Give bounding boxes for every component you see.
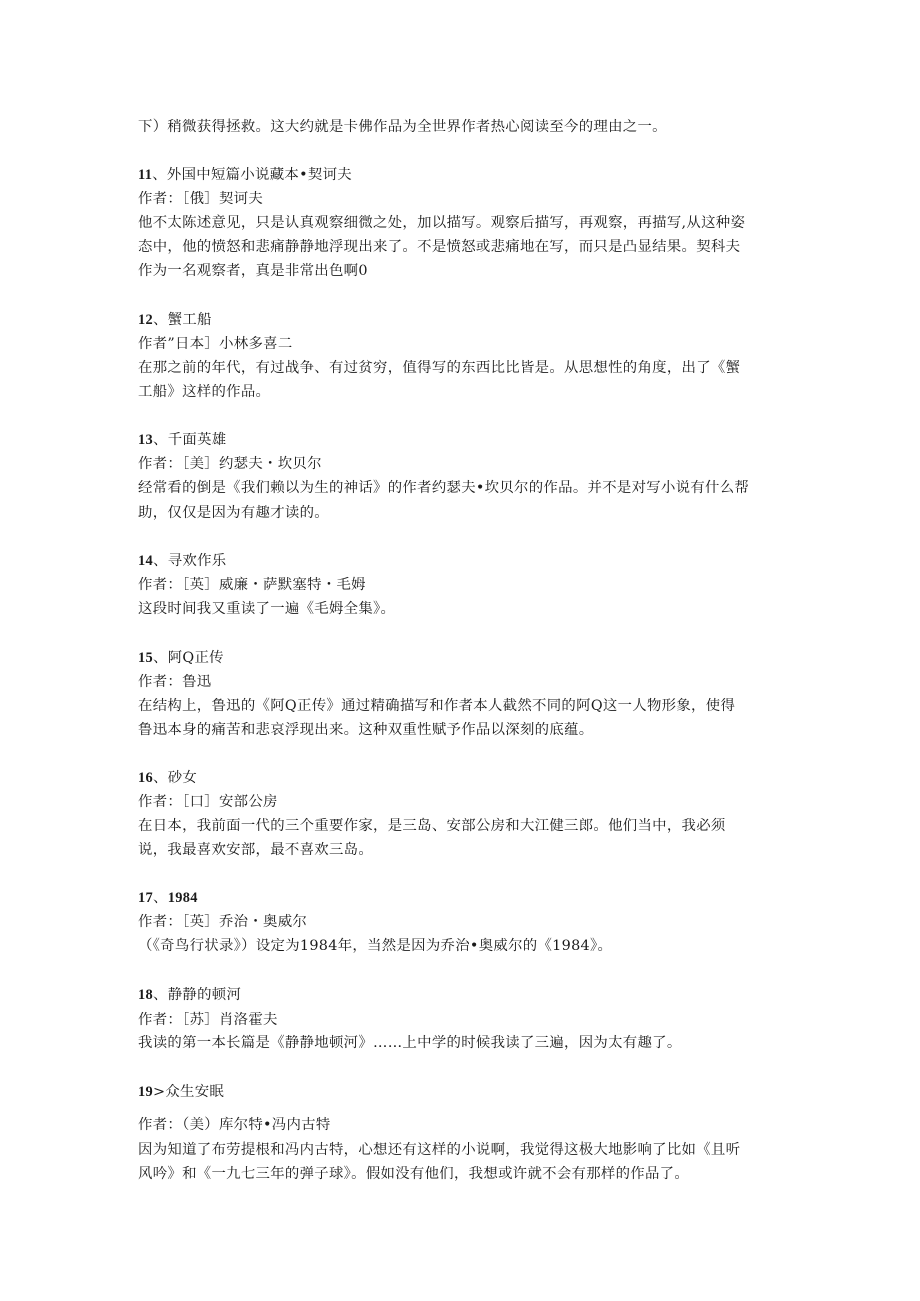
entry-separator: 、 <box>153 312 168 328</box>
entry-14-desc-1: 这段时间我又重读了一遍《毛姆全集》。 <box>138 601 396 617</box>
entry-16-desc-1: 在日本，我前面一代的三个重要作家，是三岛、安部公房和大江健三郎。他们当中，我必须 <box>138 818 726 834</box>
entry-title: 寻欢作乐 <box>167 553 227 569</box>
entry-13-desc-2: 助，仅仅是因为有趣才读的。 <box>138 505 329 521</box>
entry-number: 12 <box>138 312 153 328</box>
entry-15-desc-1: 在结构上，鲁迅的《阿Q正传》通过精确描写和作者本人截然不同的阿Q这一人物形象，使得 <box>138 698 736 714</box>
entry-14-author: 作者：［英］威廉・萨默塞特・毛姆 <box>138 577 366 593</box>
entry-13-desc-1: 经常看的倒是《我们赖以为生的神话》的作者约瑟夫•坎贝尔的作品。并不是对写小说有什么帮 <box>138 480 750 496</box>
entry-number: 17 <box>138 890 153 906</box>
entry-title: 砂女 <box>167 770 198 786</box>
entry-17-desc-1: （《奇鸟行状录》）设定为1984年，当然是因为乔治•奥威尔的《1984》。 <box>138 938 613 954</box>
entry-number: 13 <box>138 432 153 448</box>
entry-11-author: 作者：［俄］契诃夫 <box>138 191 264 207</box>
entry-separator: 、 <box>153 770 168 786</box>
entry-19-desc-2: 风吟》和《一九七三年的弹子球》。假如没有他们，我想或许就不会有那样的作品了。 <box>138 1166 690 1182</box>
entry-12-heading <box>138 310 212 330</box>
entry-separator: 、 <box>153 650 168 666</box>
entry-11-desc-2: 态中，他的愤怒和悲痛静静地浮现出来了。不是愤怒或悲痛地在写，而只是凸显结果。契科夫 <box>138 239 741 255</box>
entry-separator: 、 <box>153 553 168 569</box>
entry-number: 14 <box>138 553 153 569</box>
entry-number: 16 <box>138 770 153 786</box>
entry-15-heading <box>138 648 224 668</box>
entry-15-author: 作者：鲁迅 <box>138 674 212 690</box>
entry-12-desc-2: 工船》这样的作品。 <box>138 384 271 400</box>
entry-17-author: 作者：［英］乔治・奥威尔 <box>138 914 308 930</box>
entry-18-heading <box>138 985 241 1005</box>
entry-title: 蟹工船 <box>167 312 212 328</box>
entry-title: 1984 <box>167 890 198 906</box>
entry-separator: 、 <box>153 890 168 906</box>
entry-title: 众生安眠 <box>165 1084 225 1100</box>
entry-number: 18 <box>138 987 153 1003</box>
entry-17-heading <box>138 888 198 908</box>
entry-number: 11 <box>138 167 153 183</box>
entry-19-author: 作者：（美）库尔特•冯内古特 <box>138 1117 331 1133</box>
entry-11-desc-3: 作为一名观察者，真是非常出色啊0 <box>138 263 368 279</box>
entry-18-desc-1: 我读的第一本长篇是《静静地顿河》……上中学的时候我读了三遍，因为太有趣了。 <box>138 1035 682 1051</box>
entry-number: 19 <box>138 1084 153 1100</box>
entry-16-desc-2: 说，我最喜欢安部，最不喜欢三岛。 <box>138 842 374 858</box>
intro-text: 下）稍微获得拯救。这大约就是卡佛作品为全世界作者热心阅读至今的理由之一。 <box>138 119 667 135</box>
entry-11-heading <box>138 165 352 185</box>
entry-title: 静静的顿河 <box>167 987 242 1003</box>
entry-12-author: 作者”日本］小林多喜二 <box>138 336 293 352</box>
entry-title: 外国中短篇小说藏本•契诃夫 <box>166 167 352 183</box>
entry-separator: 、 <box>153 987 168 1003</box>
entry-title: 阿Q正传 <box>167 650 224 666</box>
entry-12-desc-1: 在那之前的年代，有过战争、有过贫穷，值得写的东西比比皆是。从思想性的角度，出了《蟹 <box>138 360 741 376</box>
entry-separator: 、 <box>152 167 167 183</box>
entry-18-author: 作者：［苏］肖洛霍夫 <box>138 1012 278 1028</box>
entry-number: 15 <box>138 650 153 666</box>
entry-14-heading <box>138 551 226 571</box>
entry-16-heading <box>138 768 197 788</box>
entry-separator: > <box>153 1084 166 1100</box>
entry-15-desc-2: 鲁迅本身的痛苦和悲哀浮现出来。这种双重性赋予作品以深刻的底蕴。 <box>138 722 594 738</box>
entry-11-desc-1: 他不太陈述意见，只是认真观察细微之处，加以描写。观察后描写，再观察，再描写,从这种姿 <box>138 215 746 231</box>
entry-title: 千面英雄 <box>167 432 227 448</box>
entry-19-desc-1: 因为知道了布劳提根和冯内古特，心想还有这样的小说啊，我觉得这极大地影响了比如《且听 <box>138 1142 741 1158</box>
entry-19-heading <box>138 1082 224 1102</box>
entry-separator: 、 <box>153 432 168 448</box>
entry-16-author: 作者：［口］安部公房 <box>138 794 278 810</box>
entry-13-heading <box>138 430 226 450</box>
entry-13-author: 作者：［美］约瑟夫・坎贝尔 <box>138 456 322 472</box>
